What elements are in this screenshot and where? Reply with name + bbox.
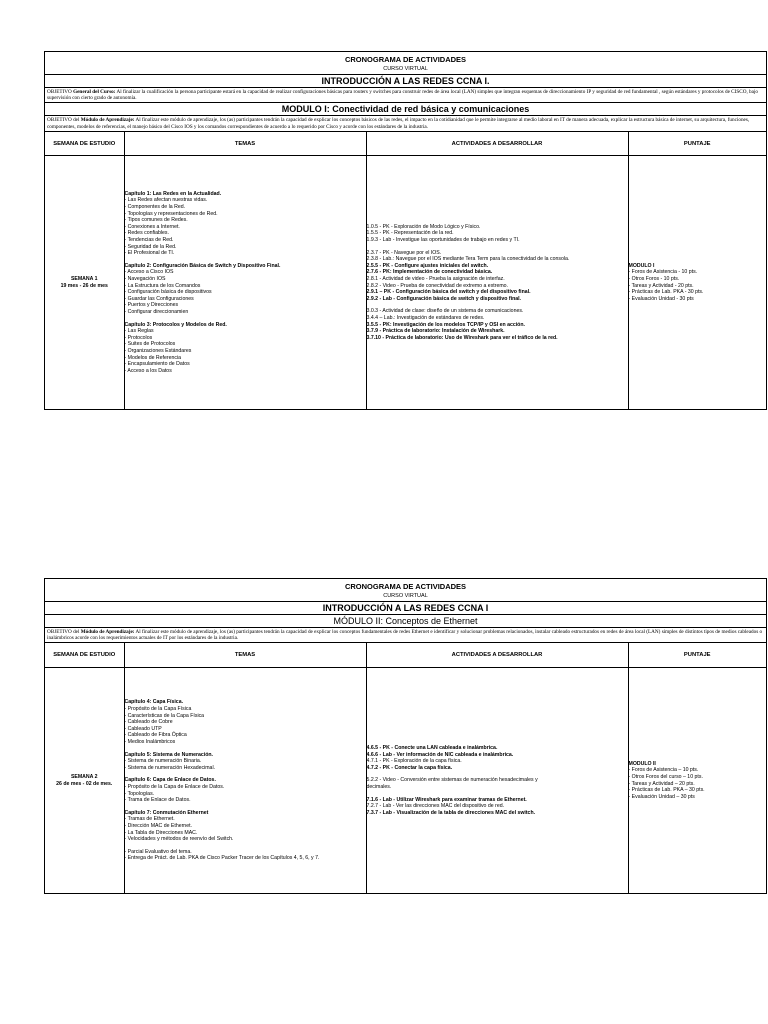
- list-item: - Cableado UTP: [124, 725, 162, 732]
- list-item: - Sistema de numeración Hexadecimal.: [124, 764, 216, 771]
- list-item: MODULO II: [628, 760, 656, 767]
- list-item: - Sistema de numeración Binaria.: [124, 758, 202, 765]
- schedule-header: [45, 579, 766, 602]
- list-item: - Tareas y Actividad - 20 pts.: [628, 282, 694, 289]
- schedule-table-wrap: [45, 132, 766, 409]
- list-item: - Otros Foros del curso – 10 pts.: [628, 774, 703, 781]
- objective-prefix: OBJETIVO del: [47, 629, 80, 635]
- score-cell: [628, 667, 766, 893]
- list-item: - Velocidades y métodos de reenvío del Switch.: [124, 836, 234, 843]
- list-item: Capítulo 6: Capa de Enlace de Datos.: [124, 777, 216, 784]
- list-item: - Tareas y Actividad – 20 pts.: [628, 780, 695, 787]
- score-cell: [628, 156, 766, 409]
- activities-cell: [366, 667, 628, 893]
- list-item: - Las Reglas: [124, 328, 154, 335]
- list-item: - Topologías.: [124, 790, 155, 797]
- list-item: 2.3.8 - Lab.: Navegue por el IOS mediante Tera Term para la conectividad de la consola.: [366, 256, 570, 263]
- objective-label: Módulo de Aprendizaje:: [80, 117, 135, 124]
- objective-text: Al finalizar este módulo de aprendizaje, los (as) participantes tendrán la capacidad de explicar los conceptos básicos de las redes, el impacto en la cotidianidad que le permite integrarse al medio laboral en IT de manera adecuada, explicar la estructura básica de internet, su arquitectura, funciones, componentes, modelos de referencias, el manejo básico del Cisco IOS y los comandos correspondientes de acuerdo a lo requerido por Cisco y acorde con los estándares de la industria.: [47, 117, 750, 130]
- header-actividades: ACTIVIDADES A DESARROLLAR: [366, 132, 628, 156]
- list-item: 2.8.2 - Video - Prueba de conectividad de extremo a extremo.: [366, 282, 508, 289]
- list-item: - Tendencias de Red.: [124, 237, 174, 243]
- list-item: Capítulo 1: Las Redes en la Actualidad.: [124, 190, 222, 197]
- list-item: 2.8.1 - Actividad de video - Prueba la asignación de interfaz.: [366, 275, 505, 282]
- list-item: 3.5.5 - PK: Investigación de los modelos TCP/IP y OSI en acción.: [366, 321, 525, 328]
- schedule-table: [45, 643, 766, 893]
- list-item: 2.5.5 - PK - Configure ajustes iniciales del switch.: [366, 262, 489, 269]
- week-dates: 19 mes - 26 de mes: [60, 282, 108, 289]
- list-item: - Cableado de Fibra Óptica: [124, 732, 187, 739]
- schedule-subtitle: CURSO VIRTUAL: [383, 593, 428, 599]
- list-item: Capítulo 5: Sistema de Numeración.: [124, 751, 213, 758]
- list-item: - Otros Foros - 10 pts.: [628, 275, 680, 282]
- list-item: - La Estructura de los Comandos: [124, 282, 201, 289]
- list-item: 1.0.5 - PK - Exploración de Modo Lógico y Físico.: [366, 223, 481, 230]
- list-item: - Dirección MAC de Ethernet.: [124, 822, 192, 829]
- list-item: - Evaluación Unidad – 30 pts: [628, 793, 695, 800]
- week-label: SEMANA 1: [70, 275, 98, 282]
- list-item: - Prácticas de Lab. PKA - 30 pts.: [628, 289, 704, 296]
- list-item: - Propósito de la Capa Física: [124, 706, 192, 713]
- list-item: - Modelos de Referencia: [124, 354, 182, 361]
- list-item: - Las Redes afectan nuestras vidas.: [124, 197, 208, 204]
- list-item: - Foros de Asistencia – 10 pts.: [628, 767, 699, 774]
- objective-prefix: OBJETIVO: [47, 89, 72, 95]
- list-item: - Foros de Asistencia - 10 pts.: [628, 269, 698, 276]
- list-item: 7.2.7 - Lab - Ver las direcciones MAC del dispositivo de red.: [366, 803, 505, 810]
- week-label: SEMANA 2: [70, 773, 98, 780]
- schedule-block-1: [44, 51, 767, 410]
- list-item: 1.9.3 - Lab - Investigue las oportunidades de trabajo en redes y TI.: [366, 237, 520, 243]
- list-item: - Guardar las Configuraciones: [124, 295, 194, 302]
- list-item: - Tipos comunes de Redes.: [124, 217, 188, 224]
- table-header-row: [45, 132, 766, 156]
- list-item: - Topologías y representaciones de Red.: [124, 210, 218, 217]
- schedule-block-2: [44, 578, 767, 894]
- list-item: - Suites de Protocolos: [124, 341, 176, 348]
- module-title: MODULO I: Conectividad de red básica y comunicaciones: [45, 103, 766, 116]
- list-item: - Encapsulamiento de Datos: [124, 361, 190, 368]
- list-item: 2.9.1 – PK - Configuración básica del switch y del dispositivo final.: [366, 289, 531, 296]
- week-dates: 26 de mes - 02 de mes.: [56, 780, 113, 787]
- week-cell: [45, 667, 124, 893]
- list-item: Capítulo 2: Configuración Básica de Switch y Dispositivo Final.: [124, 262, 281, 269]
- list-item: 4.7.2 - PK - Conectar la capa física.: [366, 764, 453, 771]
- list-item: - Puertos y Direcciones: [124, 302, 179, 309]
- list-item: - Acceso a los Datos: [124, 367, 172, 374]
- list-item: 3.7.9 - Práctica de laboratorio: Instalación de Wireshark.: [366, 328, 505, 335]
- list-item: - Componentes de la Red.: [124, 204, 186, 211]
- table-row: [45, 667, 766, 893]
- list-item: - Características de la Capa Física: [124, 712, 205, 719]
- course-objective: [45, 88, 766, 103]
- list-item: - El Profesional de TI.: [124, 250, 175, 257]
- list-item: - Medios Inalámbricos: [124, 738, 176, 745]
- objective-text: Al finalizar este módulo de aprendizaje, los (as) participantes tendrán la capacidad de explicar los conceptos fundamentales de redes Ethernet e identificar y solucionar problemas relacionados, instalar cableado estructurados en redes de área local (LAN) simples de distintos tipos de medios cableados o inalámbricos acorde con los requerimientos actuales de IT por los estándares de la industria.: [47, 629, 763, 642]
- schedule-table: [45, 132, 766, 409]
- activities-cell: [366, 156, 628, 409]
- header-semana: SEMANA DE ESTUDIO: [45, 132, 124, 156]
- list-item: decimales.: [366, 783, 392, 790]
- module-objective: [45, 628, 766, 643]
- list-item: - Configurar direccionamien: [124, 308, 189, 315]
- list-item: - Seguridad de la Red.: [124, 243, 177, 250]
- schedule-subtitle: CURSO VIRTUAL: [383, 66, 428, 72]
- list-item: 3.0.3 - Actividad de clase: diseño de un sistema de comunicaciones.: [366, 308, 524, 315]
- header-temas: TEMAS: [124, 643, 366, 667]
- list-item: - Protocolos: [124, 334, 153, 341]
- list-item: - Navegación IOS: [124, 275, 166, 282]
- list-item: 4.7.1 - PK - Exploración de la capa física.: [366, 758, 462, 765]
- schedule-title: CRONOGRAMA DE ACTIVIDADES: [344, 582, 467, 591]
- list-item: - Organizaciones Estándares: [124, 347, 192, 354]
- list-item: - Prácticas de Lab. PKA – 30 pts.: [628, 787, 705, 794]
- list-item: MODULO I: [628, 262, 655, 269]
- list-item: 3.4.4 – Lab.: Investigación de estándares de redes.: [366, 314, 485, 321]
- list-item: 4.6.5 - PK - Conecte una LAN cableada e inalámbrica.: [366, 744, 498, 751]
- list-item: - Propósito de la Capa de Enlace de Datos.: [124, 783, 225, 790]
- list-item: - Cableado de Cobre: [124, 719, 173, 726]
- topics-cell: [124, 156, 366, 409]
- header-semana: SEMANA DE ESTUDIO: [45, 643, 124, 667]
- list-item: 4.6.6 - Lab - Ver información de NIC cableada e inalámbrica.: [366, 751, 514, 758]
- schedule-title: CRONOGRAMA DE ACTIVIDADES: [344, 55, 467, 64]
- module-objective: [45, 116, 766, 131]
- list-item: 2.3.7 - PK - Navegue por el IOS.: [366, 249, 442, 256]
- schedule-table-wrap: [45, 643, 766, 893]
- topics-cell: [124, 667, 366, 893]
- list-item: 2.9.2 - Lab - Configuración básica de switch y dispositivo final.: [366, 295, 522, 302]
- list-item: - Parcial Evaluativo del tema.: [124, 848, 192, 855]
- list-item: 7.1.6 - Lab - Utilizar Wireshark para examinar tramas de Ethernet.: [366, 796, 527, 803]
- schedule-header: [45, 52, 766, 75]
- list-item: - La Tabla de Direcciones MAC.: [124, 829, 198, 836]
- course-title: INTRODUCCIÓN A LAS REDES CCNA I.: [45, 75, 766, 88]
- list-item: 5.2.2 - Video - Conversión entre sistemas de numeración hexadecimales y: [366, 777, 538, 784]
- table-row: [45, 156, 766, 409]
- table-header-row: [45, 643, 766, 667]
- list-item: Capítulo 3: Protocolos y Modelos de Red.: [124, 321, 227, 328]
- list-item: 3.7.10 - Práctica de laboratorio: Uso de Wireshark para ver el tráfico de la red.: [366, 334, 558, 341]
- list-item: - Configuración básica de dispositivos: [124, 289, 212, 296]
- header-temas: TEMAS: [124, 132, 366, 156]
- list-item: - Acceso a Cisco IOS: [124, 269, 174, 276]
- list-item: - Redes confiables.: [124, 230, 169, 237]
- list-item: - Entrega de Práct. de Lab. PKA de Cisco Packer Tracer de los Capítulos 4, 5, 6, y 7.: [124, 855, 320, 862]
- list-item: 2.7.6 - PK: Implementación de conectividad básica.: [366, 269, 493, 276]
- objective-prefix: OBJETIVO del: [47, 117, 80, 124]
- list-item: - Evaluación Unidad - 30 pts: [628, 295, 694, 302]
- header-puntaje: PUNTAJE: [628, 643, 766, 667]
- list-item: - Trama de Enlace de Datos.: [124, 797, 191, 804]
- header-puntaje: PUNTAJE: [628, 132, 766, 156]
- list-item: - Tramas de Ethernet.: [124, 816, 175, 823]
- course-title: INTRODUCCIÓN A LAS REDES CCNA I: [45, 602, 766, 615]
- week-cell: [45, 156, 124, 409]
- objective-label: General del Curso:: [73, 89, 116, 95]
- list-item: Capítulo 4: Capa Física.: [124, 699, 184, 706]
- list-item: Capítulo 7: Conmutación Ethernet: [124, 809, 209, 816]
- header-actividades: ACTIVIDADES A DESARROLLAR: [366, 643, 628, 667]
- list-item: - Conexiones a Internet.: [124, 223, 180, 230]
- objective-text: Al finalizar la cualificación la persona participante estará en la capacidad de realizar configuraciones básicas para routers y switches para construir redes de área local (LAN) simples que integran esquemas de direccionamiento IP y seguridad de red fundamental , según estándares y protocolos de CISCO, bajo supervisión con cierto grado de autonomía.: [47, 89, 758, 102]
- list-item: 1.5.5 - PK - Representación de la red.: [366, 230, 454, 237]
- module-title: MÓDULO II: Conceptos de Ethernet: [45, 615, 766, 628]
- objective-label: Módulo de Aprendizaje:: [80, 629, 135, 635]
- list-item: 7.3.7 - Lab - Visualización de la tabla de direcciones MAC del switch.: [366, 809, 536, 816]
